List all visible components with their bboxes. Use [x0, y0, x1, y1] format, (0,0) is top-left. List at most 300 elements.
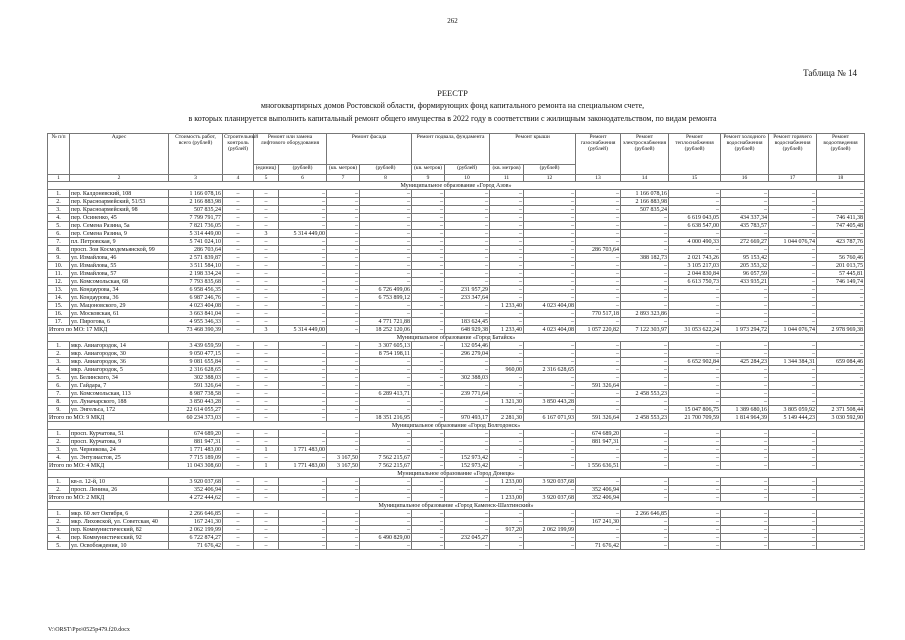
- table-cell: –: [721, 374, 769, 382]
- table-cell: –: [621, 238, 669, 246]
- table-cell: –: [254, 278, 279, 286]
- table-cell: –: [360, 366, 412, 374]
- table-cell: –: [223, 406, 254, 414]
- table-cell: 71 676,42: [576, 542, 621, 550]
- municipality-name: Муниципальное образование «Город Батайск»: [48, 334, 865, 342]
- table-cell: 3 663 841,04: [169, 310, 223, 318]
- table-cell: –: [327, 486, 360, 494]
- table-cell: –: [769, 254, 817, 262]
- table-cell: –: [769, 286, 817, 294]
- table-cell: –: [576, 526, 621, 534]
- table-cell: –: [817, 462, 865, 470]
- table-row: [48, 302, 865, 310]
- table-cell: –: [621, 478, 669, 486]
- table-cell: –: [223, 214, 254, 222]
- table-cell: 917,20: [490, 526, 524, 534]
- table-cell: 9.: [48, 254, 70, 262]
- table-cell: 3.: [48, 358, 70, 366]
- table-cell: –: [576, 254, 621, 262]
- table-cell: –: [524, 374, 576, 382]
- table-cell: –: [412, 454, 445, 462]
- table-cell: 6 638 547,00: [669, 222, 721, 230]
- table-cell: –: [769, 302, 817, 310]
- table-cell: –: [769, 278, 817, 286]
- table-cell: –: [223, 222, 254, 230]
- table-cell: –: [524, 350, 576, 358]
- table-cell: –: [445, 262, 490, 270]
- table-cell: –: [279, 478, 327, 486]
- table-cell: –: [490, 342, 524, 350]
- column-number: 6: [279, 175, 327, 182]
- column-number: 2: [70, 175, 169, 182]
- table-cell: –: [576, 342, 621, 350]
- table-cell: 2 458 553,23: [621, 390, 669, 398]
- table-cell: –: [576, 374, 621, 382]
- table-cell: –: [223, 446, 254, 454]
- table-cell: –: [279, 526, 327, 534]
- table-row: [48, 382, 865, 390]
- table-cell: –: [524, 310, 576, 318]
- table-cell: –: [621, 430, 669, 438]
- table-cell: –: [524, 214, 576, 222]
- total-label: Итого по МО: 4 МКД: [48, 462, 169, 470]
- header-power: Ремонт электроснабжения (рублей): [621, 134, 669, 175]
- address-cell: ул. Комсомольская, 113: [70, 390, 169, 398]
- table-cell: –: [327, 302, 360, 310]
- table-cell: –: [490, 190, 524, 198]
- table-cell: 3.: [48, 446, 70, 454]
- header-heat: Ремонт теплоснабжения (рублей): [669, 134, 721, 175]
- address-cell: ул. Энгельса, 172: [70, 406, 169, 414]
- column-number: 8: [360, 175, 412, 182]
- column-number: 16: [721, 175, 769, 182]
- table-cell: 425 284,23: [721, 358, 769, 366]
- table-row: [48, 230, 865, 238]
- table-cell: 167 241,30: [576, 518, 621, 526]
- table-row: [48, 374, 865, 382]
- table-cell: –: [223, 438, 254, 446]
- table-cell: –: [524, 294, 576, 302]
- table-cell: –: [769, 382, 817, 390]
- table-cell: 11.: [48, 270, 70, 278]
- table-cell: 3 030 592,90: [817, 414, 865, 422]
- table-cell: –: [669, 526, 721, 534]
- table-cell: 286 703,64: [169, 246, 223, 254]
- column-number: 18: [817, 175, 865, 182]
- table-row: [48, 198, 865, 206]
- table-cell: –: [576, 198, 621, 206]
- table-cell: –: [254, 310, 279, 318]
- table-cell: –: [360, 238, 412, 246]
- table-cell: –: [721, 206, 769, 214]
- table-cell: 6 490 829,00: [360, 534, 412, 542]
- table-cell: –: [412, 478, 445, 486]
- header-coldwater: Ремонт холодного водоснабжения (рублей): [721, 134, 769, 175]
- table-row: [48, 222, 865, 230]
- table-cell: –: [669, 494, 721, 502]
- table-cell: 17.: [48, 318, 70, 326]
- header-rub: (рублей): [445, 165, 490, 175]
- table-cell: 507 835,24: [621, 206, 669, 214]
- table-cell: –: [445, 238, 490, 246]
- table-row: [48, 238, 865, 246]
- table-cell: 22 614 055,27: [169, 406, 223, 414]
- header-gas: Ремонт газоснабжения (рублей): [576, 134, 621, 175]
- table-cell: –: [327, 190, 360, 198]
- header-sqm: (кв. метров): [490, 165, 524, 175]
- table-cell: 296 279,04: [445, 350, 490, 358]
- table-cell: –: [817, 478, 865, 486]
- table-row: [48, 270, 865, 278]
- address-cell: ул. Измайлова, 46: [70, 254, 169, 262]
- table-cell: –: [576, 238, 621, 246]
- table-cell: –: [279, 190, 327, 198]
- table-cell: –: [327, 206, 360, 214]
- address-cell: ул. Гайдара, 7: [70, 382, 169, 390]
- table-cell: –: [576, 350, 621, 358]
- table-cell: –: [490, 230, 524, 238]
- table-cell: –: [445, 446, 490, 454]
- table-cell: –: [621, 270, 669, 278]
- table-cell: –: [490, 390, 524, 398]
- table-cell: –: [721, 366, 769, 374]
- header-num: № п/п: [48, 134, 70, 175]
- header-basement: Ремонт подвала, фундамента: [412, 134, 490, 165]
- table-cell: –: [621, 446, 669, 454]
- table-cell: –: [223, 462, 254, 470]
- table-cell: –: [721, 190, 769, 198]
- table-cell: –: [412, 294, 445, 302]
- table-cell: 6 619 043,05: [669, 214, 721, 222]
- table-cell: –: [621, 342, 669, 350]
- table-cell: –: [254, 318, 279, 326]
- table-cell: –: [412, 374, 445, 382]
- header-address: Адрес: [70, 134, 169, 175]
- table-cell: 3 439 659,59: [169, 342, 223, 350]
- table-cell: 272 669,27: [721, 238, 769, 246]
- table-cell: –: [524, 486, 576, 494]
- table-cell: 56 760,46: [817, 254, 865, 262]
- table-cell: –: [223, 198, 254, 206]
- table-cell: 1 166 078,16: [621, 190, 669, 198]
- table-cell: –: [490, 310, 524, 318]
- table-cell: 73 468 390,39: [169, 326, 223, 334]
- table-cell: –: [721, 526, 769, 534]
- table-cell: –: [621, 486, 669, 494]
- table-row: [48, 190, 865, 198]
- table-cell: –: [669, 438, 721, 446]
- table-cell: –: [279, 246, 327, 254]
- table-cell: 3 850 443,28: [169, 398, 223, 406]
- table-cell: –: [817, 438, 865, 446]
- column-number: 15: [669, 175, 721, 182]
- table-cell: 4 000 490,33: [669, 238, 721, 246]
- table-cell: –: [412, 278, 445, 286]
- table-cell: 4 771 721,88: [360, 318, 412, 326]
- table-cell: –: [360, 230, 412, 238]
- table-cell: –: [412, 486, 445, 494]
- table-cell: 3.: [48, 526, 70, 534]
- table-cell: –: [524, 286, 576, 294]
- table-row: [48, 454, 865, 462]
- table-cell: –: [817, 246, 865, 254]
- table-row: [48, 518, 865, 526]
- table-cell: –: [254, 214, 279, 222]
- table-cell: –: [412, 206, 445, 214]
- table-cell: 423 787,76: [817, 238, 865, 246]
- table-cell: 14.: [48, 294, 70, 302]
- table-cell: –: [360, 262, 412, 270]
- table-cell: 1 771 483,00: [279, 462, 327, 470]
- table-cell: –: [412, 358, 445, 366]
- table-cell: –: [721, 310, 769, 318]
- table-cell: –: [445, 406, 490, 414]
- table-cell: –: [621, 462, 669, 470]
- table-cell: –: [721, 454, 769, 462]
- table-cell: –: [254, 382, 279, 390]
- table-cell: –: [279, 390, 327, 398]
- table-cell: 2 021 743,26: [669, 254, 721, 262]
- table-cell: –: [223, 294, 254, 302]
- table-cell: –: [669, 190, 721, 198]
- table-cell: –: [524, 246, 576, 254]
- address-cell: ул. Комсомольская, 68: [70, 278, 169, 286]
- table-cell: 591 326,64: [576, 382, 621, 390]
- table-cell: –: [669, 374, 721, 382]
- table-cell: –: [223, 278, 254, 286]
- table-cell: –: [327, 310, 360, 318]
- municipality-total-row: [48, 494, 865, 502]
- table-cell: –: [721, 446, 769, 454]
- table-cell: –: [360, 518, 412, 526]
- table-cell: 6 987 246,76: [169, 294, 223, 302]
- table-cell: 60 234 373,03: [169, 414, 223, 422]
- table-cell: –: [327, 398, 360, 406]
- header-rub: (рублей): [524, 165, 576, 175]
- registry-body: [48, 182, 865, 550]
- header-control: Строительный контроль (рублей): [223, 134, 254, 175]
- table-cell: 2 371 508,44: [817, 406, 865, 414]
- table-cell: –: [279, 214, 327, 222]
- table-cell: –: [412, 414, 445, 422]
- table-cell: –: [769, 542, 817, 550]
- table-cell: –: [223, 238, 254, 246]
- table-cell: –: [254, 246, 279, 254]
- table-cell: –: [327, 446, 360, 454]
- table-cell: –: [223, 230, 254, 238]
- table-row: [48, 438, 865, 446]
- table-cell: 5.: [48, 222, 70, 230]
- table-cell: 3: [254, 230, 279, 238]
- table-cell: –: [576, 302, 621, 310]
- column-number: 4: [223, 175, 254, 182]
- table-cell: –: [412, 430, 445, 438]
- table-cell: 2.: [48, 518, 70, 526]
- table-cell: –: [769, 214, 817, 222]
- table-cell: 2 166 883,98: [621, 198, 669, 206]
- table-cell: –: [445, 526, 490, 534]
- table-cell: –: [360, 254, 412, 262]
- table-cell: –: [223, 390, 254, 398]
- table-cell: 434 337,34: [721, 214, 769, 222]
- table-cell: –: [445, 270, 490, 278]
- table-cell: 659 084,46: [817, 358, 865, 366]
- table-cell: –: [576, 318, 621, 326]
- table-cell: –: [669, 454, 721, 462]
- table-cell: –: [621, 526, 669, 534]
- table-cell: 2.: [48, 438, 70, 446]
- table-cell: –: [721, 350, 769, 358]
- table-cell: –: [721, 246, 769, 254]
- table-cell: –: [769, 478, 817, 486]
- total-label: Итого по МО: 17 МКД: [48, 326, 169, 334]
- address-cell: ул. Черникова, 24: [70, 446, 169, 454]
- table-cell: –: [412, 398, 445, 406]
- table-cell: –: [524, 510, 576, 518]
- table-cell: –: [490, 462, 524, 470]
- table-cell: 1.: [48, 190, 70, 198]
- table-cell: –: [490, 358, 524, 366]
- table-cell: 5.: [48, 374, 70, 382]
- table-cell: –: [769, 446, 817, 454]
- table-cell: –: [412, 190, 445, 198]
- table-cell: 3 920 037,68: [169, 478, 223, 486]
- column-number: 10: [445, 175, 490, 182]
- table-cell: –: [721, 510, 769, 518]
- table-cell: 16.: [48, 310, 70, 318]
- table-cell: 970 493,17: [445, 414, 490, 422]
- table-cell: –: [327, 438, 360, 446]
- table-cell: –: [254, 406, 279, 414]
- table-cell: –: [223, 262, 254, 270]
- table-cell: 8 754 198,11: [360, 350, 412, 358]
- table-cell: –: [817, 446, 865, 454]
- table-row: [48, 406, 865, 414]
- table-cell: –: [279, 366, 327, 374]
- table-cell: –: [576, 214, 621, 222]
- table-row: [48, 478, 865, 486]
- table-cell: –: [669, 294, 721, 302]
- table-cell: –: [360, 214, 412, 222]
- table-cell: –: [669, 478, 721, 486]
- table-cell: –: [769, 262, 817, 270]
- table-cell: 4.: [48, 214, 70, 222]
- table-cell: –: [669, 198, 721, 206]
- table-cell: –: [279, 486, 327, 494]
- table-cell: –: [524, 254, 576, 262]
- table-cell: 2 266 646,85: [169, 510, 223, 518]
- table-cell: –: [279, 454, 327, 462]
- table-cell: 591 326,64: [169, 382, 223, 390]
- table-cell: 5 149 444,23: [769, 414, 817, 422]
- table-cell: –: [524, 382, 576, 390]
- table-cell: 1 233,00: [490, 478, 524, 486]
- table-cell: 2.: [48, 198, 70, 206]
- table-cell: –: [524, 454, 576, 462]
- table-cell: –: [223, 350, 254, 358]
- table-cell: –: [360, 222, 412, 230]
- table-cell: 5.: [48, 542, 70, 550]
- table-cell: 95 153,42: [721, 254, 769, 262]
- table-cell: –: [576, 262, 621, 270]
- table-cell: –: [721, 494, 769, 502]
- table-cell: –: [254, 302, 279, 310]
- table-cell: –: [254, 342, 279, 350]
- table-cell: –: [279, 534, 327, 542]
- table-cell: –: [445, 246, 490, 254]
- table-cell: –: [576, 510, 621, 518]
- table-cell: –: [817, 398, 865, 406]
- municipality-header-row: [48, 422, 865, 430]
- table-cell: –: [223, 366, 254, 374]
- table-cell: –: [412, 518, 445, 526]
- table-cell: –: [721, 542, 769, 550]
- table-cell: –: [254, 510, 279, 518]
- table-row: [48, 510, 865, 518]
- table-cell: –: [327, 518, 360, 526]
- table-cell: 2 978 969,38: [817, 326, 865, 334]
- table-cell: –: [412, 262, 445, 270]
- municipality-header-row: [48, 502, 865, 510]
- table-cell: –: [490, 534, 524, 542]
- table-cell: –: [327, 406, 360, 414]
- table-cell: 1 166 078,16: [169, 190, 223, 198]
- table-cell: –: [412, 390, 445, 398]
- table-cell: –: [327, 390, 360, 398]
- table-cell: 8.: [48, 398, 70, 406]
- table-cell: 674 689,20: [576, 430, 621, 438]
- table-cell: 6.: [48, 230, 70, 238]
- table-cell: –: [769, 534, 817, 542]
- table-cell: –: [524, 238, 576, 246]
- table-cell: –: [327, 262, 360, 270]
- table-cell: –: [279, 206, 327, 214]
- table-cell: –: [254, 350, 279, 358]
- table-cell: –: [223, 326, 254, 334]
- table-cell: –: [254, 518, 279, 526]
- table-cell: –: [279, 342, 327, 350]
- table-cell: –: [769, 438, 817, 446]
- table-cell: 960,00: [490, 366, 524, 374]
- table-cell: –: [621, 262, 669, 270]
- table-cell: –: [721, 198, 769, 206]
- table-cell: –: [490, 486, 524, 494]
- address-cell: ул. Кондаурова, 34: [70, 286, 169, 294]
- table-cell: 9 050 477,15: [169, 350, 223, 358]
- table-cell: –: [412, 326, 445, 334]
- table-cell: 152 973,42: [445, 454, 490, 462]
- column-number: 3: [169, 175, 223, 182]
- table-cell: –: [817, 302, 865, 310]
- table-cell: –: [223, 398, 254, 406]
- table-row: [48, 398, 865, 406]
- table-cell: –: [621, 398, 669, 406]
- table-cell: –: [490, 542, 524, 550]
- table-cell: –: [490, 518, 524, 526]
- table-cell: 1 389 680,16: [721, 406, 769, 414]
- table-cell: 1 044 076,74: [769, 238, 817, 246]
- table-cell: –: [621, 518, 669, 526]
- table-cell: 205 353,32: [721, 262, 769, 270]
- header-roof: Ремонт крыши: [490, 134, 576, 165]
- table-cell: 57 445,81: [817, 270, 865, 278]
- table-row: [48, 294, 865, 302]
- table-cell: –: [327, 542, 360, 550]
- table-cell: 1 771 483,00: [279, 446, 327, 454]
- table-cell: 2 166 883,98: [169, 198, 223, 206]
- table-cell: –: [360, 374, 412, 382]
- table-cell: 1 233,40: [490, 302, 524, 310]
